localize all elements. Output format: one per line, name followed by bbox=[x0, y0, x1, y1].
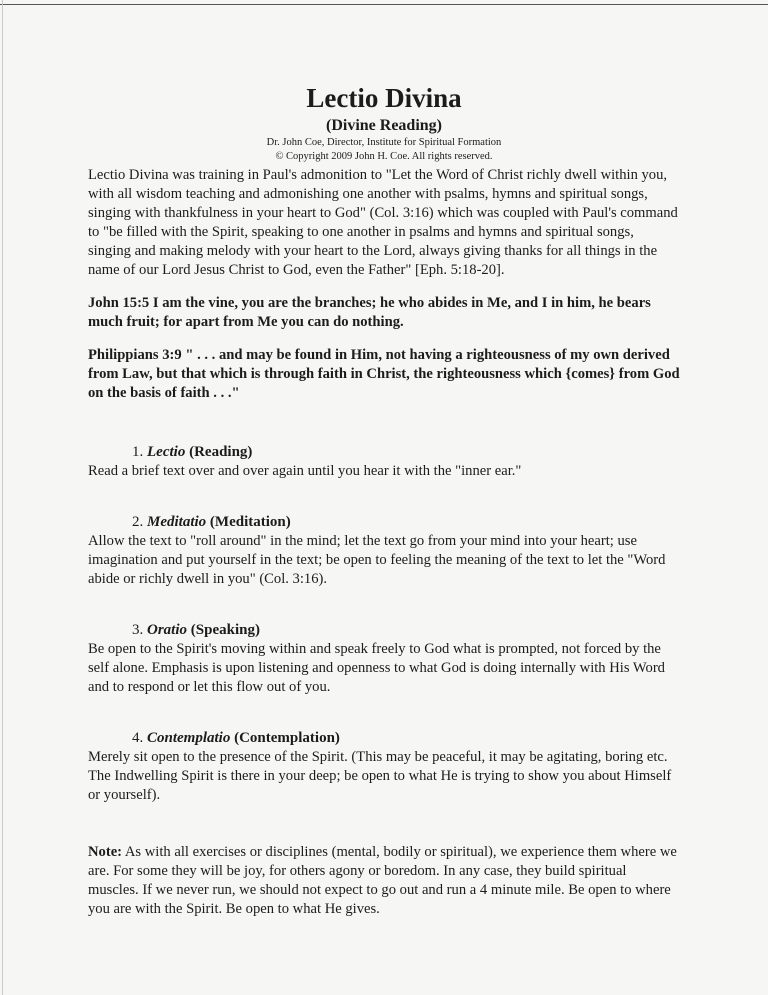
step-number: 3. bbox=[132, 622, 144, 638]
step-text: Read a brief text over and over again until you hear it with the "inner ear." bbox=[88, 463, 522, 479]
step-number: 4. bbox=[132, 730, 144, 746]
step-meditatio bbox=[88, 513, 680, 589]
step-heading bbox=[88, 621, 680, 640]
step-text: Merely sit open to the presence of the Spirit. (This may be peaceful, it may be agitating, boring etc. The Indwelling Spirit is there in your deep; be open to what He is trying to show you about Himself or yourself). bbox=[88, 749, 672, 803]
step-term: Lectio bbox=[147, 444, 186, 460]
note-paragraph bbox=[88, 843, 680, 919]
step-heading bbox=[88, 729, 680, 748]
document-title: Lectio Divina bbox=[306, 83, 462, 113]
verse-john: John 15:5 I am the vine, you are the branches; he who abides in Me, and I in him, he bears much fruit; for apart from Me you can do nothing. bbox=[88, 295, 651, 330]
step-number: 2. bbox=[132, 514, 144, 530]
note-text: As with all exercises or disciplines (mental, bodily or spiritual), we experience them where we are. For some they will be joy, for others agony or boredom. In any case, they build spiritual muscles. If we never run, we should not expect to go out and run a 4 minute mile. Be open to where you are with the Spirit. Be open to what He gives. bbox=[88, 844, 677, 917]
step-heading bbox=[88, 513, 680, 532]
document-body bbox=[88, 166, 680, 919]
step-text: Allow the text to "roll around" in the mind; let the text go from your mind into your heart; use imagination and put yourself in the text; be open to feeling the meaning of the text to let the "Word abide or richly dwell in you" (Col. 3:16). bbox=[88, 533, 666, 587]
step-gloss: (Meditation) bbox=[209, 514, 291, 530]
author-line: Dr. John Coe, Director, Institute for Spiritual Formation bbox=[266, 137, 502, 148]
step-gloss: (Reading) bbox=[189, 444, 253, 460]
step-gloss: (Speaking) bbox=[190, 622, 260, 638]
step-term: Oratio bbox=[147, 622, 188, 638]
step-heading bbox=[88, 443, 680, 462]
step-lectio bbox=[88, 443, 680, 481]
step-text: Be open to the Spirit's moving within and speak freely to God what is prompted, not forced by the self alone. Emphasis is upon listening and openness to what God is doing internally with His Word and to respond or let this flow out of you. bbox=[88, 641, 665, 695]
document-subtitle: (Divine Reading) bbox=[326, 117, 442, 134]
copyright-line: © Copyright 2009 John H. Coe. All rights reserved. bbox=[275, 151, 493, 162]
step-contemplatio bbox=[88, 729, 680, 805]
note-label: Note: bbox=[88, 844, 123, 860]
scan-edge-top bbox=[0, 0, 768, 5]
verse-philippians: Philippians 3:9 " . . . and may be found in Him, not having a righteousness of my own derived from Law, but that which is through faith in Christ, the righteousness which {comes} from God on the basis of faith . . ." bbox=[88, 347, 680, 401]
step-number: 1. bbox=[132, 444, 144, 460]
intro-paragraph: Lectio Divina was training in Paul's admonition to "Let the Word of Christ richly dwell within you, with all wisdom teaching and admonishing one another with psalms, hymns and spiritual songs, singing with thankfulness in your heart to God" (Col. 3:16) which was coupled with Paul's command to "be filled with the Spirit, speaking to one another in psalms and hymns and spiritual songs, singing and making melody with your heart to the Lord, always giving thanks for all things in the name of our Lord Jesus Christ to God, even the Father" [Eph. 5:18-20]. bbox=[88, 167, 678, 278]
step-gloss: (Contemplation) bbox=[234, 730, 340, 746]
step-oratio bbox=[88, 621, 680, 697]
step-term: Meditatio bbox=[147, 514, 207, 530]
document-header bbox=[0, 82, 768, 164]
step-term: Contemplatio bbox=[147, 730, 231, 746]
